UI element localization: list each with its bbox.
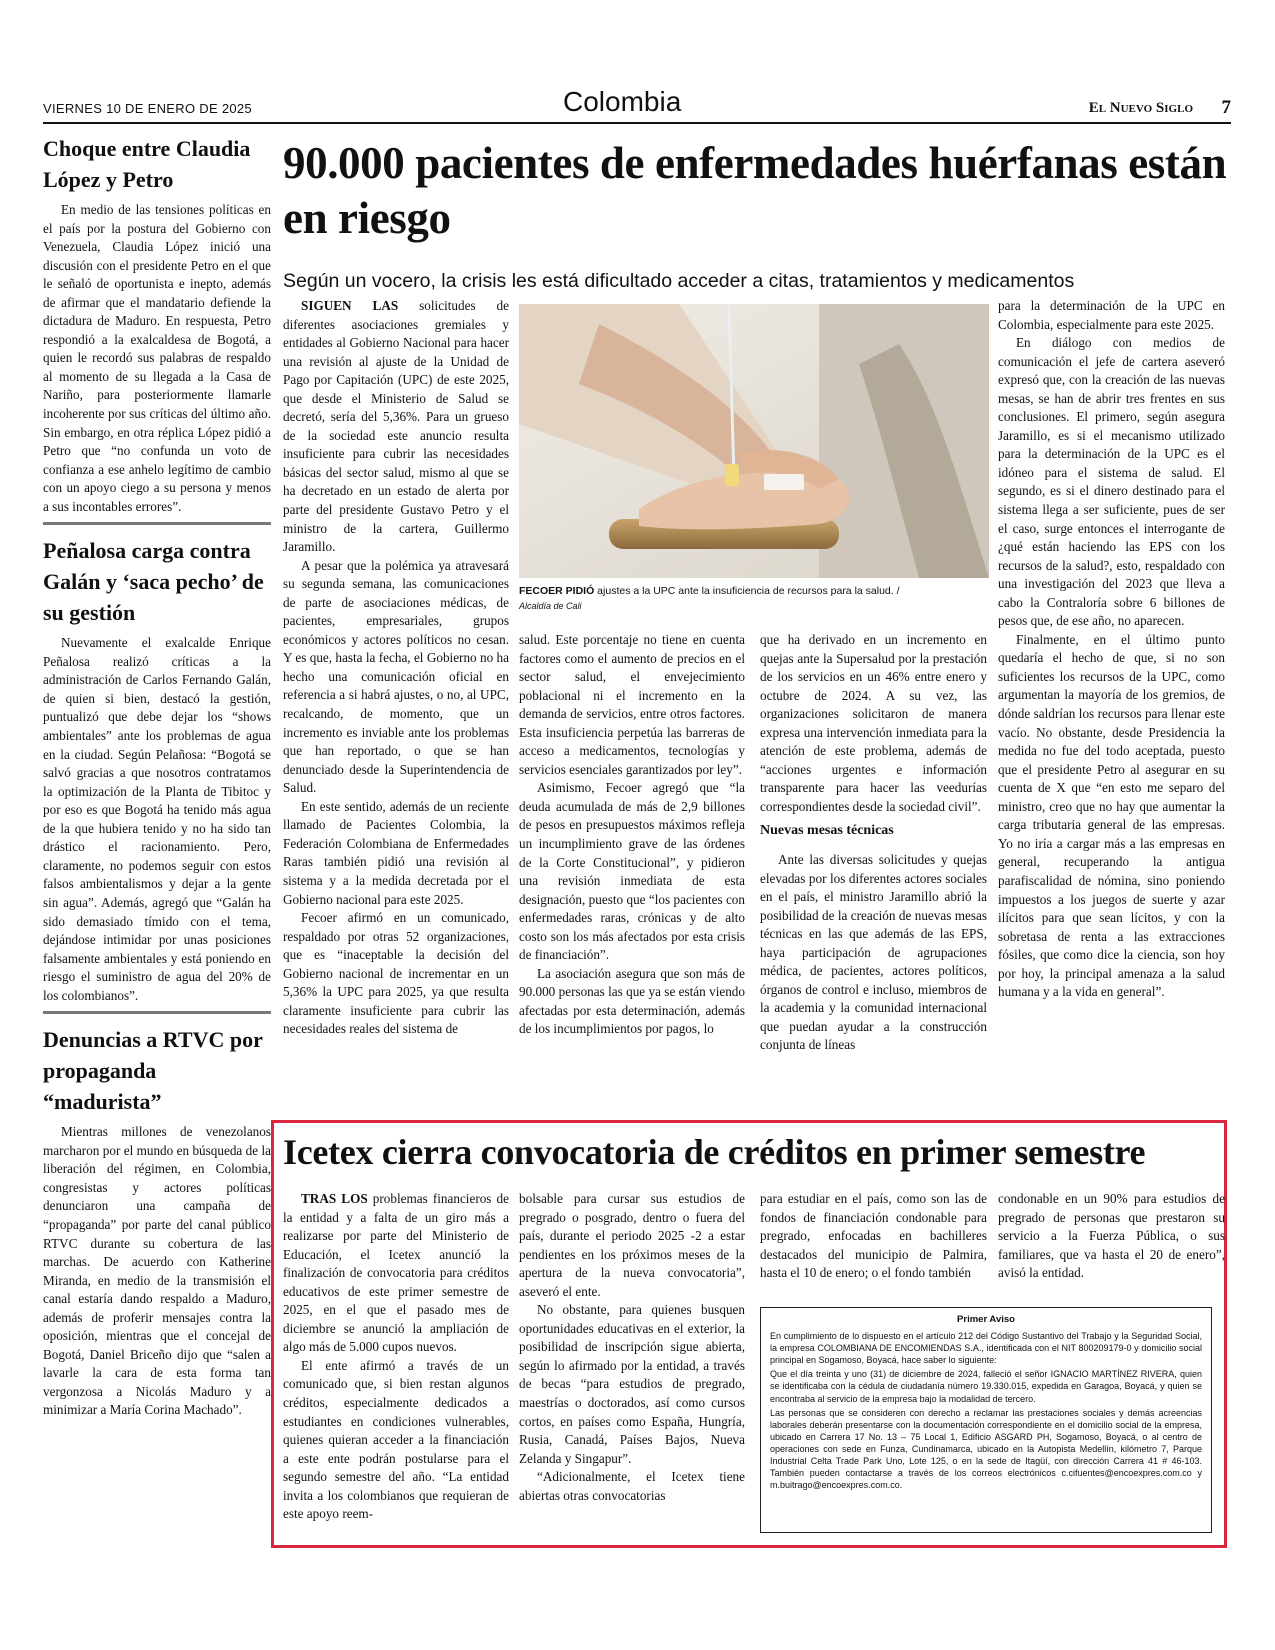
section-name: Colombia xyxy=(563,86,682,117)
photo-credit: Alcaldía de Cali xyxy=(519,601,582,611)
page-header xyxy=(43,84,1231,124)
publication-name: El Nuevo Siglo xyxy=(1088,100,1193,116)
main-column-2 xyxy=(519,631,745,1039)
main-paragraph: A pesar que la polémica ya atravesará su segunda semana, las comunicaciones de parte de asociaciones médicas, de pacientes, empresariales, grupos económicos y actores políticos no cesan. Y es que, hasta la fecha, el Gobierno no ha hecho una comunicación oficial en referencia a si habrá ajustes, o no, al UPC, recalcando, de momento, que un incremento es inviable ante los problemas que han reportado, o que se han denunciado desde la Superintendencia de Salud. xyxy=(283,557,509,796)
icetex-paragraph: condonable en un 90% para estudios de pregrado de personas que prestaron su servicio a la Fuerza Pública, o sus familiares, que va hasta el 20 de enero”, avisó la entidad. xyxy=(998,1191,1225,1281)
main-paragraph: salud. Este porcentaje no tiene en cuenta factores como el aumento de precios en el sector salud, el envejecimiento poblacional ni el incremento en la demanda de servicios, entre otros factores. Esta insuficiencia perpetúa las barreras de acceso a medicamentos, tecnologías y servicios esenciales garantizados por ley”. xyxy=(519,632,745,777)
brief-body: Mientras millones de venezolanos marcharon por el mundo en búsqueda de la liberación del régimen, en Colombia, congresistas y actores políticas denunciaron una campaña de “propaganda” por parte del canal público RTVC durante su cobertura de las marchas. De acuerdo con Katherine Miranda, en medio de la transmisión el canal estaría dando respaldo a Maduro, además de proferir mensajes contra la oposición, mientras que el concejal de Bogotá, Daniel Briceño dijo que “salen a lavarle la cara de esta forma tan vergonzosa a Nicolás Maduro y a minimizar a María Corina Machado”. xyxy=(43,1124,271,1418)
icetex-column-3 xyxy=(760,1190,987,1283)
main-column-1 xyxy=(283,297,509,1039)
main-subheadline: Según un vocero, la crisis les está dificultado acceder a citas, tratamientos y medicamentos xyxy=(283,270,1075,292)
main-paragraph: Finalmente, en el último punto quedaría el hecho de que, si no son suficientes los recursos de la UPC, como argumentan la mayoría de los gremios, de dónde saldrían los recursos para llenar este vacío. No obstante, desde Presidencia la medida no fue del todo aceptada, puesto que el presidente Petro al asegurar en su cuenta de X que “en esto me separo del ministro, creo que no hay que aumentar la carga tributaria general de las empresas. Yo no iría a cargar más a las empresas en general, recuperando la antigua parafiscalidad de nómina, sino poniendo impuestos a los juegos de suerte y azar ilícitos para que sean lícitos, y con la sobretasa de renta a las extracciones fósiles, que como dice la ciencia, son hoy por hoy, la principal amenaza a la salud humana y a la vida en general”. xyxy=(998,631,1225,1000)
brief-body: Nuevamente el exalcalde Enrique Peñalosa realizó críticas a la administración de Carlos Fernando Galán, de quien si bien, destacó la gestión, puntualizó que debe dejar los “shows ambientales” ante los problemas de agua en la ciudad. Según Pelañosa: “Bogotá se salvó gracias a que nosotros contratamos la optimización de la Planta de Tibitoc y por eso es que Bogotá ha tenido más agua de la que hubiera tenido y no ha sido tan drástico el racionamiento. Pero, claramente, no podemos seguir con estos falsos ambientalismos y dejar a la gente sin agua”. Además, agregó que “Galán ha sido demasiado tímido con el tema, dejándose intimidar por unas posiciones falsamente ambientales y está poniendo en riesgo el suministro de agua del 20% de los colombianos”. xyxy=(43,635,271,1003)
main-paragraph: En este sentido, además de un reciente llamado de Pacientes Colombia, la Federación Colombiana de Enfermedades Raras también pidió una revisión al sistema y a la medida decretada por el Gobierno nacional para este 2025. xyxy=(283,798,509,907)
main-paragraph: En diálogo con medios de comunicación el jefe de cartera aseveró expresó que, con la creación de las nuevas mesas, se han de abrir tres frentes en sus conclusiones. El primero, según asegura Jaramillo, es si el mecanismo utilizado para la determinación de la UPC es el idóneo para el sistema de salud. El segundo, es si el dinero destinado para el sistema llega a ser suficiente, pues de ser el caso, surge entonces el interrogante de ¿qué están haciendo las EPS con los recursos de la salud?, esto, respaldado con una investigación del 2023 que lleva a cabo la Contraloría sobre 6 billones de pesos que, de ese año, no aparecen. xyxy=(998,335,1225,629)
main-paragraph: Fecoer afirmó en un comunicado, respaldado por otras 52 organizaciones, que es “inaceptable la decisión del Gobierno nacional de incrementar en un 5,36% la UPC para 2025, ya que resulta claramente insuficiente para cubrir las necesidades reales del sistema de xyxy=(283,910,509,1037)
icetex-paragraph: bolsable para cursar sus estudios de pregrado o posgrado, dentro o fuera del país, durante el periodo 2025 -2 a estar pendientes en los próximos meses de la apertura de la nueva convocatoria”, aseveró el ente. xyxy=(519,1191,745,1299)
brief-title: Choque entre Claudia López y Petro xyxy=(43,136,251,192)
brief-penalosa-galan xyxy=(43,535,271,1014)
icetex-headline: Icetex cierra convocatoria de créditos en primer semestre xyxy=(283,1132,1146,1172)
notice-paragraph: Las personas que se consideren con derecho a reclamar las prestaciones sociales y demás acreencias laborales deberán presentarse con la documentación correspondiente en el domicilio social de la empresa, ubicado en Carrera 17 No. 13 – 75 Local 1, Edificio ASGARD PH, Sogamoso, Boyacá, o al centro de operaciones con sede en Funza, Cundinamarca, ubicado en la Autopista Medellín, kilómetro 7, Parque Industrial Celta Trade Park Uno, Lote 125, o en la sede de Itagüí, con dirección Carrera 41 # 46-103. También pueden contactarse a través de los correos electrónicos c.cifuentes@encoexpres.com.co y m.buitrago@encoexpres.com.co. xyxy=(770,1407,1202,1491)
main-headline: 90.000 pacientes de enfermedades huérfanas están en riesgo xyxy=(283,138,1227,243)
photo-caption: FECOER PIDIÓ ajustes a la UPC ante la insuficiencia de recursos para la salud. / Alcaldía de Cali xyxy=(519,585,900,611)
icetex-paragraph: No obstante, para quienes busquen oportunidades educativas en el exterior, la posibilidad de inscripción sigue abierta, según lo afirmado por la entidad, a través de becas “para estudios de pregrado, maestrías o doctorados, así como cursos cortos, en países como España, Hungría, Rusia, Canadá, Países Bajos, Nueva Zelanda y Singapur”. xyxy=(519,1302,745,1466)
medical-photo-illustration xyxy=(519,304,989,578)
brief-title: Peñalosa carga contra Galán y ‘saca pecho’ de su gestión xyxy=(43,538,264,626)
main-paragraph: SIGUEN LAS solicitudes de diferentes asociaciones gremiales y entidades al Gobierno Nacional para hacer una revisión al ajuste de la Unidad de Pago por Capitación (UPC) de este 2025, que desde el Ministerio de Salud se decretó, sería del 5,36%. Para un grueso de la sociedad este anuncio resulta insuficiente para cubrir las necesidades básicas del sector salud, mismo al que se ha decretado en un estado de alerta por parte del presidente Gustavo Petro y el ministro de la cartera, Guillermo Jaramillo. xyxy=(283,298,509,555)
main-column-3 xyxy=(760,631,987,1055)
notice-title: Primer Aviso xyxy=(957,1314,1015,1325)
section-subhead: Nuevas mesas técnicas xyxy=(760,823,894,839)
legal-notice xyxy=(760,1307,1212,1533)
main-paragraph: La asociación asegura que son más de 90.000 personas las que ya se están viendo afectadas por esta determinación, además de los incumplimientos por pagos, lo xyxy=(519,965,745,1037)
issue-date: VIERNES 10 DE ENERO DE 2025 xyxy=(43,101,252,116)
lead-in: SIGUEN LAS xyxy=(301,298,399,313)
brief-body: En medio de las tensiones políticas en el país por la postura del Gobierno con Venezuela, Claudia López inició una discusión con el presidente Petro en el que le señaló de oportunista e inepto, además de afirmar que el mandatario defiende la dictadura de Maduro. En respuesta, Petro respondió a la exalcaldesa de Bogotá, a quien le recordó sus palabras de respaldo al momento de su llegada a la Casa de Nariño, para posteriormente llamarle incoherente por sus críticas del último año. Sin embargo, en otra réplica López pidió a Petro que “no confunda un voto de confianza a ese anhelo legítimo de cambio con un apoyo ciego a su persona y menos a sus incontables errores”. xyxy=(43,202,271,514)
main-paragraph: que ha derivado en un incremento en quejas ante la Supersalud por la prestación de los servicios en un 46% entre enero y octubre de 2024. A su vez, las organizaciones solicitaron de manera expresa una intervención inmediata para la atención de este problema, además de “acciones urgentes e información transparente para hacer las veedurías correspondientes desde la sociedad civil”. xyxy=(760,632,987,814)
icetex-paragraph: para estudiar en el país, como son las de fondos de financiación condonable para pregrado, enfocadas en bachilleres destacados del municipio de Palmira, hasta el 10 de enero; o el fondo también xyxy=(760,1191,987,1281)
brief-rtvc xyxy=(43,1024,271,1426)
icetex-column-1 xyxy=(283,1190,509,1524)
page-number: 7 xyxy=(1221,97,1231,118)
brief-title: Denuncias a RTVC por propaganda “madurista” xyxy=(43,1027,263,1115)
main-paragraph: Ante las diversas solicitudes y quejas elevadas por los diferentes actores sociales en el país, el ministro Jaramillo abrió la posibilidad de la creación de nuevas mesas técnicas en las que además de las EPS, haya participación de agrupaciones médica, de pacientes, actores políticos, órganos de control e incluso, miembros de la academia y la comunidad internacional que puedan ayudar a la construcción conjunta de líneas xyxy=(760,852,987,1053)
notice-paragraph: Que el día treinta y uno (31) de diciembre de 2024, falleció el señor IGNACIO MARTÍNEZ RIVERA, quien se identificaba con la cédula de ciudadanía número 19.330.015, expedida en Garagoa, Boyacá, y quien se encontraba al servicio de la empresa bajo la modalidad de tercero. xyxy=(770,1369,1202,1404)
lead-in: TRAS LOS xyxy=(301,1191,368,1206)
icetex-column-2 xyxy=(519,1190,745,1505)
briefs-column xyxy=(43,133,271,1436)
icetex-column-4 xyxy=(998,1190,1225,1283)
notice-paragraph: En cumplimiento de lo dispuesto en el artículo 212 del Código Sustantivo del Trabajo y la Seguridad Social, la empresa COLOMBIANA DE ENCOMIENDAS S.A., identificada con el NIT 800209179-0 y domicilio social principal en Sogamoso, Boyacá, hace saber lo siguiente: xyxy=(770,1331,1202,1366)
brief-lopez-petro xyxy=(43,133,271,525)
main-column-4 xyxy=(998,297,1225,1002)
icetex-paragraph: El ente afirmó a través de un comunicado que, si bien restan algunos créditos, especialmente dedicados a estudiantes en condiciones vulnerables, quienes quieran acceder a la financiación a este ente podrán postularse para el segundo semestre del año. “La entidad invita a los colombianos que requieran de este apoyo reem- xyxy=(283,1357,509,1522)
main-paragraph: para la determinación de la UPC en Colombia, especialmente para este 2025. xyxy=(998,298,1225,332)
icetex-paragraph: TRAS LOS problemas financieros de la entidad y a falta de un giro más a realizarse por parte del Ministerio de Educación, el Icetex anunció la finalización de convocatoria para créditos educativos de este primer semestre de 2025, en el que el pasado mes de diciembre se anunció la ampliación de algo más de 5.000 cupos nuevos. xyxy=(283,1191,509,1355)
main-paragraph: Asimismo, Fecoer agregó que “la deuda acumulada de más de 2,9 billones de pesos en presupuestos máximos refleja un incumplimiento grave de las órdenes de la Corte Constitucional”, y pidieron una revisión inmediata de esta designación, puesto que “los pacientes con enfermedades raras, crónicas y de alto costo son los más afectados por esta crisis de financiación”. xyxy=(519,780,745,963)
icetex-paragraph: “Adicionalmente, el Icetex tiene abiertas otras convocatorias xyxy=(519,1469,745,1503)
article-photo xyxy=(519,304,989,578)
